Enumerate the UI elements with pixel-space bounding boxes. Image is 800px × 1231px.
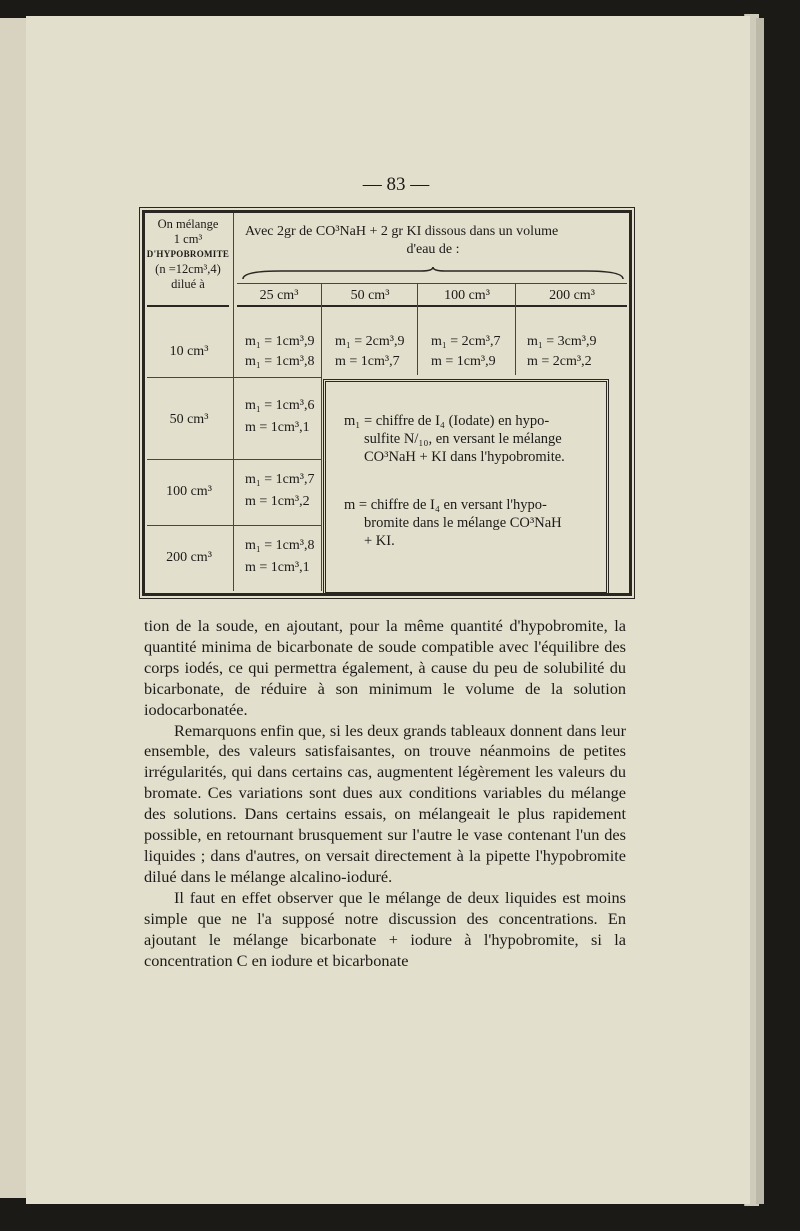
col-divider-lower — [321, 375, 322, 591]
data-table — [142, 210, 632, 596]
cell-r4-m: m = 1cm³,1 — [245, 560, 310, 575]
col-header-50: 50 cm³ — [350, 288, 390, 303]
cell-r1-c2-m1: m₁ = 2cm³,9 — [335, 334, 405, 349]
col-divider-2 — [417, 283, 418, 375]
note-m-line2: bromite dans le mélange CO³NaH — [364, 515, 562, 531]
cell-r4-m1: m₁ = 1cm³,8 — [245, 538, 315, 553]
group-header-line2: d'eau de : — [406, 242, 460, 257]
cell-r1-c4-m: m = 2cm³,2 — [527, 354, 592, 369]
col-divider-main — [233, 213, 234, 591]
first-col-header-line1: On mélange — [157, 217, 219, 231]
row-label-200: 200 cm³ — [166, 550, 212, 565]
brace-icon — [241, 267, 625, 283]
cell-r1-c2-m: m = 1cm³,7 — [335, 354, 400, 369]
cell-r1-c1-m: m₁ = 1cm³,8 — [245, 354, 315, 369]
col-header-200: 200 cm³ — [549, 288, 595, 303]
paragraph-2: Remarquons enfin que, si les deux grands tableaux donnent dans leur ensemble, des valeurs satisfaisantes, on trouve néanmoins de petites irrégularités, qui dans certains cas, augmentent légèrement les valeurs du bromate. Ces variations sont dues aux conditions variables du mélange des solutions. Dans certains essais, on mélangeait le plus rapidement possible, en retournant brusquement sur l'autre le vase contenant l'un des liquides ; dans d'autres, on versait directement à la pipette l'hypobromite dilué dans le mélange alcalino-ioduré. — [144, 720, 626, 886]
row-rule-1 — [147, 377, 321, 378]
book-page — [26, 16, 750, 1204]
cell-r1-c3-m: m = 1cm³,9 — [431, 354, 496, 369]
cell-r1-c1-m1: m₁ = 1cm³,9 — [245, 334, 315, 349]
page-stack-edge-inner — [756, 18, 764, 1204]
row-rule-2 — [147, 459, 321, 460]
cell-r3-m1: m₁ = 1cm³,7 — [245, 472, 315, 487]
row-label-100: 100 cm³ — [166, 484, 212, 499]
first-col-header-line2: 1 cm³ — [173, 232, 203, 246]
cell-r2-m1: m₁ = 1cm³,6 — [245, 398, 315, 413]
cell-r1-c3-m1: m₁ = 2cm³,7 — [431, 334, 501, 349]
note-m1-line3: CO³NaH + KI dans l'hypobromite. — [364, 449, 565, 465]
header-rule-left — [147, 305, 229, 307]
body-text — [144, 616, 626, 971]
note-m-line3: + KI. — [364, 533, 395, 549]
first-col-header — [145, 217, 231, 292]
first-col-header-line4: (n =12cm³,4) — [155, 262, 221, 276]
subheader-rule — [237, 283, 627, 284]
cell-r2-m: m = 1cm³,1 — [245, 420, 310, 435]
legend-note-box — [323, 379, 609, 595]
row-rule-3 — [147, 525, 321, 526]
col-header-25: 25 cm³ — [259, 288, 299, 303]
left-page-edge — [0, 18, 27, 1198]
paragraph-3: Il faut en effet observer que le mélange de deux liquides est moins simple que ne l'a supposé notre discussion des concentrations. En ajoutant le mélange bicarbonate + iodure à l'hypobromite, si la concentration C en iodure et bicarbonate — [144, 887, 626, 970]
paragraph-1: tion de la soude, en ajoutant, pour la même quantité d'hypobromite, la quantité minima de bicarbonate de soude compatible avec l'équilibre des corps iodés, ce qui permettra également, à cause du peu de solubilité du bicarbonate, de réduire à son minimum le volume de la solution iodocarbonatée. — [144, 616, 626, 719]
col-divider-1 — [321, 283, 322, 375]
row-label-50: 50 cm³ — [169, 412, 209, 427]
cell-r1-c4-m1: m₁ = 3cm³,9 — [527, 334, 597, 349]
note-m-line1: m = chiffre de I₄ en versant l'hypo- — [344, 497, 547, 513]
note-m1-line1: m₁ = chiffre de I₄ (Iodate) en hypo- — [344, 413, 550, 429]
col-divider-3 — [515, 283, 516, 375]
page-number: — 83 — — [362, 174, 430, 195]
col-header-100: 100 cm³ — [444, 288, 490, 303]
group-header-line1: Avec 2gr de CO³NaH + 2 gr KI dissous dans un volume — [245, 224, 559, 239]
cell-r3-m: m = 1cm³,2 — [245, 494, 310, 509]
row-label-10: 10 cm³ — [169, 344, 209, 359]
note-m1-line2: sulfite N/₁₀, en versant le mélange — [364, 431, 562, 447]
header-rule-right — [237, 305, 627, 307]
first-col-header-line5: dilué à — [171, 277, 205, 291]
first-col-header-line3: D'HYPOBROMITE — [146, 249, 230, 259]
